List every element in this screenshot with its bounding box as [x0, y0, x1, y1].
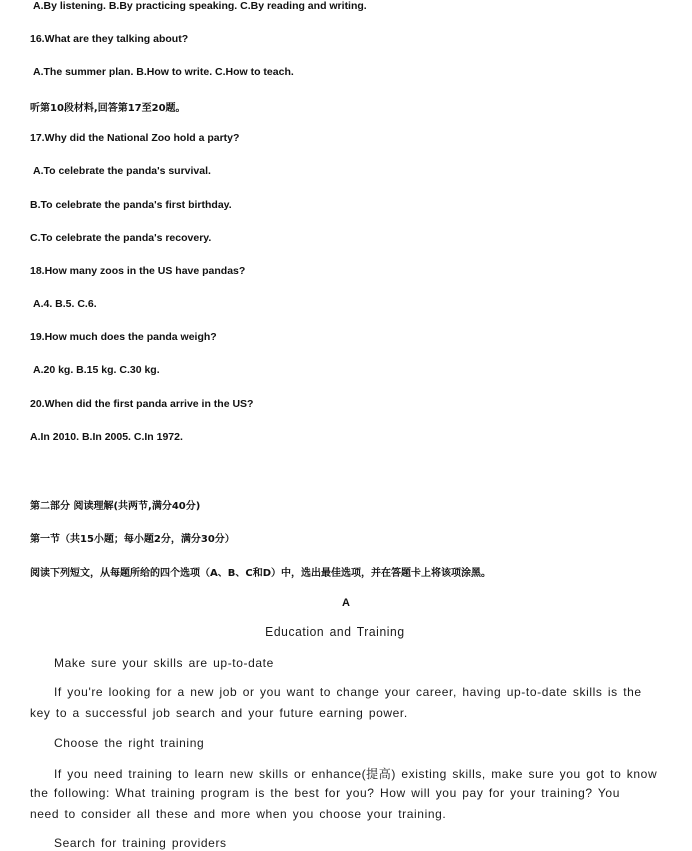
- reading-instruction: 阅读下列短文，从每题所给的四个选项（A、B、C和D）中，选出最佳选项，并在答题卡上将该项涂黑。: [30, 568, 492, 579]
- q16-question: 16.What are they talking about?: [30, 33, 189, 45]
- q19-question: 19.How much does the panda weigh?: [30, 331, 217, 343]
- passage-para2-line3: need to consider all these and more when you choose your training.: [30, 807, 447, 821]
- section10-instruction: 听第10段材料,回答第17至20题。: [30, 103, 186, 114]
- q16-options: A.The summer plan. B.How to write. C.How to teach.: [33, 66, 294, 78]
- q18-options: A.4. B.5. C.6.: [33, 298, 97, 310]
- q20-question: 20.When did the first panda arrive in the US?: [30, 398, 254, 410]
- passage-para2-line1: If you need training to learn new skills or enhance(提高) existing skills, make sure you got to know: [54, 767, 658, 781]
- q15-options: A.By listening. B.By practicing speaking. C.By reading and writing.: [33, 0, 367, 12]
- passage-subheading-1: Make sure your skills are up-to-date: [54, 656, 274, 670]
- q17-option-a: A.To celebrate the panda's survival.: [33, 165, 211, 177]
- passage-letter: A: [342, 597, 350, 609]
- passage-para1-line2: key to a successful job search and your future earning power.: [30, 706, 408, 720]
- passage-subheading-2: Choose the right training: [54, 736, 205, 750]
- part2-title: 第二部分 阅读理解(共两节,满分40分): [30, 501, 201, 512]
- passage-subheading-3: Search for training providers: [54, 836, 227, 850]
- q17-question: 17.Why did the National Zoo hold a party?: [30, 132, 240, 144]
- q20-options: A.In 2010. B.In 2005. C.In 1972.: [30, 431, 183, 443]
- q17-option-b: B.To celebrate the panda's first birthday.: [30, 199, 232, 211]
- passage-title: Education and Training: [265, 625, 405, 639]
- passage-para1-line1: If you're looking for a new job or you want to change your career, having up-to-date skills is the: [54, 685, 642, 699]
- q18-question: 18.How many zoos in the US have pandas?: [30, 265, 246, 277]
- q17-option-c: C.To celebrate the panda's recovery.: [30, 232, 212, 244]
- q19-options: A.20 kg. B.15 kg. C.30 kg.: [33, 364, 160, 376]
- passage-para2-line2: the following: What training program is the best for you? How will you pay for your training? You: [30, 786, 620, 800]
- section1-title: 第一节（共15小题；每小题2分，满分30分）: [30, 534, 235, 545]
